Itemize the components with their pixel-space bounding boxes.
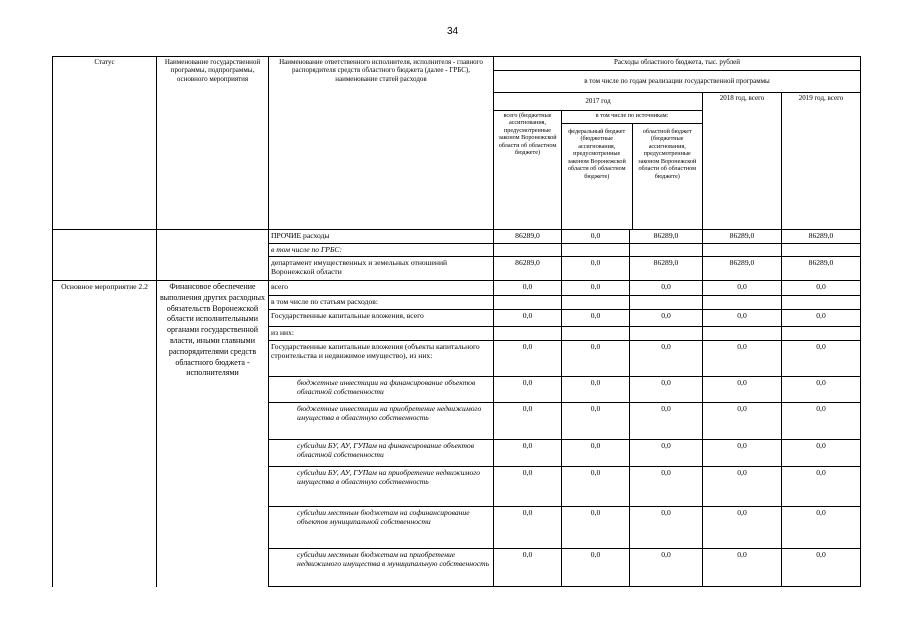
header-status: Статус xyxy=(53,57,157,230)
cell-federal: 0,0 xyxy=(562,403,630,440)
cell-total: 0,0 xyxy=(494,403,562,440)
cell-regional: 0,0 xyxy=(630,377,703,403)
row-label: Государственные капитальные вложения, всего xyxy=(269,310,494,327)
cell-federal: 0,0 xyxy=(562,377,630,403)
cell-total: 0,0 xyxy=(494,341,562,377)
cell-federal: 0,0 xyxy=(562,230,630,244)
header-by-years: в том числе по годам реализации государственной программы xyxy=(494,71,861,93)
cell-total: 86289,0 xyxy=(494,257,562,281)
cell-2018: 0,0 xyxy=(703,403,782,440)
cell-2019: 86289,0 xyxy=(782,257,861,281)
cell-2019: 0,0 xyxy=(782,281,861,296)
cell-regional: 86289,0 xyxy=(630,230,703,244)
cell-regional: 0,0 xyxy=(630,310,703,327)
header-total: всего (бюджетные ассигнования, предусмотренные законом Воронежской области об областном бюджете) xyxy=(494,111,562,230)
cell-2019: 0,0 xyxy=(782,403,861,440)
header-year-2017: 2017 год xyxy=(494,93,703,111)
cell-federal: 0,0 xyxy=(562,310,630,327)
cell-total: 0,0 xyxy=(494,281,562,296)
header-year-2018: 2018 год, всего xyxy=(703,93,782,230)
cell-total: 0,0 xyxy=(494,467,562,507)
cell-federal: 0,0 xyxy=(562,281,630,296)
cell-regional: 0,0 xyxy=(630,507,703,549)
status-cell-empty xyxy=(53,230,157,281)
cell-total: 0,0 xyxy=(494,549,562,587)
cell-2019: 0,0 xyxy=(782,310,861,327)
cell-2019: 0,0 xyxy=(782,440,861,467)
row-label: в том числе по статьям расходов: xyxy=(269,296,494,310)
cell-federal: 0,0 xyxy=(562,467,630,507)
cell-federal: 0,0 xyxy=(562,549,630,587)
status-main-activity: Основное мероприятие 2.2 xyxy=(53,281,157,587)
cell-2018: 0,0 xyxy=(703,341,782,377)
cell-2018: 0,0 xyxy=(703,549,782,587)
cell-2018: 0,0 xyxy=(703,377,782,403)
header-program-name: Наименование государственной программы, подпрограммы, основного мероприятия xyxy=(157,57,269,230)
cell-regional: 0,0 xyxy=(630,549,703,587)
cell-regional: 0,0 xyxy=(630,281,703,296)
main-activity-name: Финансовое обеспечение выполнения других расходных обязательств Воронежской области исполнительными органами государственной власти, иными главными распорядителями средств областного бюджета - исполнителями xyxy=(157,281,269,587)
cell-2019: 0,0 xyxy=(782,377,861,403)
cell-federal: 0,0 xyxy=(562,507,630,549)
cell-total: 0,0 xyxy=(494,310,562,327)
cell-total: 86289,0 xyxy=(494,230,562,244)
row-label: субсидии местным бюджетам на софинансирование объектов муниципальной собственности xyxy=(269,507,494,549)
budget-table xyxy=(52,56,861,587)
name-cell-empty xyxy=(157,230,269,281)
cell-federal: 0,0 xyxy=(562,440,630,467)
row-label: бюджетные инвестиции на приобретение недвижимого имущества в областную собственность xyxy=(269,403,494,440)
header-regional: областной бюджет (бюджетные ассигнования, предусмотренные законом Воронежской области об областном бюджете) xyxy=(638,128,697,180)
cell-2018: 0,0 xyxy=(703,281,782,296)
row-label: ПРОЧИЕ расходы xyxy=(269,230,494,244)
row-label: Государственные капитальные вложения (объекты капитального строительства и недвижимое имущество), из них: xyxy=(269,341,494,377)
header-executor: Наименование ответственного исполнителя, исполнителя - главного распорядителя средств областного бюджета (далее - ГРБС), наименование статей расходов xyxy=(269,57,494,230)
row-label: субсидии БУ, АУ, ГУПам на приобретение недвижимого имущества в областную собственность xyxy=(269,467,494,507)
header-sources xyxy=(562,111,703,230)
cell-regional: 0,0 xyxy=(630,403,703,440)
cell-2019: 86289,0 xyxy=(782,230,861,244)
cell-federal: 0,0 xyxy=(562,341,630,377)
cell-federal: 0,0 xyxy=(562,257,630,281)
header-expenses: Расходы областного бюджета, тыс. рублей xyxy=(494,57,861,71)
page-number: 34 xyxy=(446,26,459,37)
cell-2019: 0,0 xyxy=(782,341,861,377)
cell-total: 0,0 xyxy=(494,507,562,549)
cell-total: 0,0 xyxy=(494,377,562,403)
row-label: всего xyxy=(269,281,494,296)
cell-2019: 0,0 xyxy=(782,467,861,507)
row-label: департамент имущественных и земельных отношений Воронежской области xyxy=(269,257,494,281)
cell-2018: 0,0 xyxy=(703,310,782,327)
cell-total: 0,0 xyxy=(494,440,562,467)
header-year-2019: 2019 год, всего xyxy=(782,93,861,230)
cell-regional: 0,0 xyxy=(630,341,703,377)
cell-regional: 86289,0 xyxy=(630,257,703,281)
row-label: субсидии БУ, АУ, ГУПам на финансирование объектов областной собственности xyxy=(269,440,494,467)
cell-2018: 0,0 xyxy=(703,467,782,507)
row-label: субсидии местным бюджетам на приобретение недвижимого имущества в муниципальную собственность xyxy=(269,549,494,587)
cell-2018: 86289,0 xyxy=(703,230,782,244)
header-incl-sources: в том числе по источникам: xyxy=(562,111,702,124)
row-label: из них: xyxy=(269,327,494,341)
header-federal: федеральный бюджет (бюджетные ассигнования, предусмотренные законом Воронежской области об областном бюджете) xyxy=(562,124,633,229)
cell-regional: 0,0 xyxy=(630,467,703,507)
cell-2018: 0,0 xyxy=(703,507,782,549)
cell-2019: 0,0 xyxy=(782,549,861,587)
row-label: в том числе по ГРБС: xyxy=(269,244,494,257)
cell-regional: 0,0 xyxy=(630,440,703,467)
cell-2018: 86289,0 xyxy=(703,257,782,281)
row-label: бюджетные инвестиции на финансирование объектов областной собственности xyxy=(269,377,494,403)
cell-2019: 0,0 xyxy=(782,507,861,549)
cell-2018: 0,0 xyxy=(703,440,782,467)
